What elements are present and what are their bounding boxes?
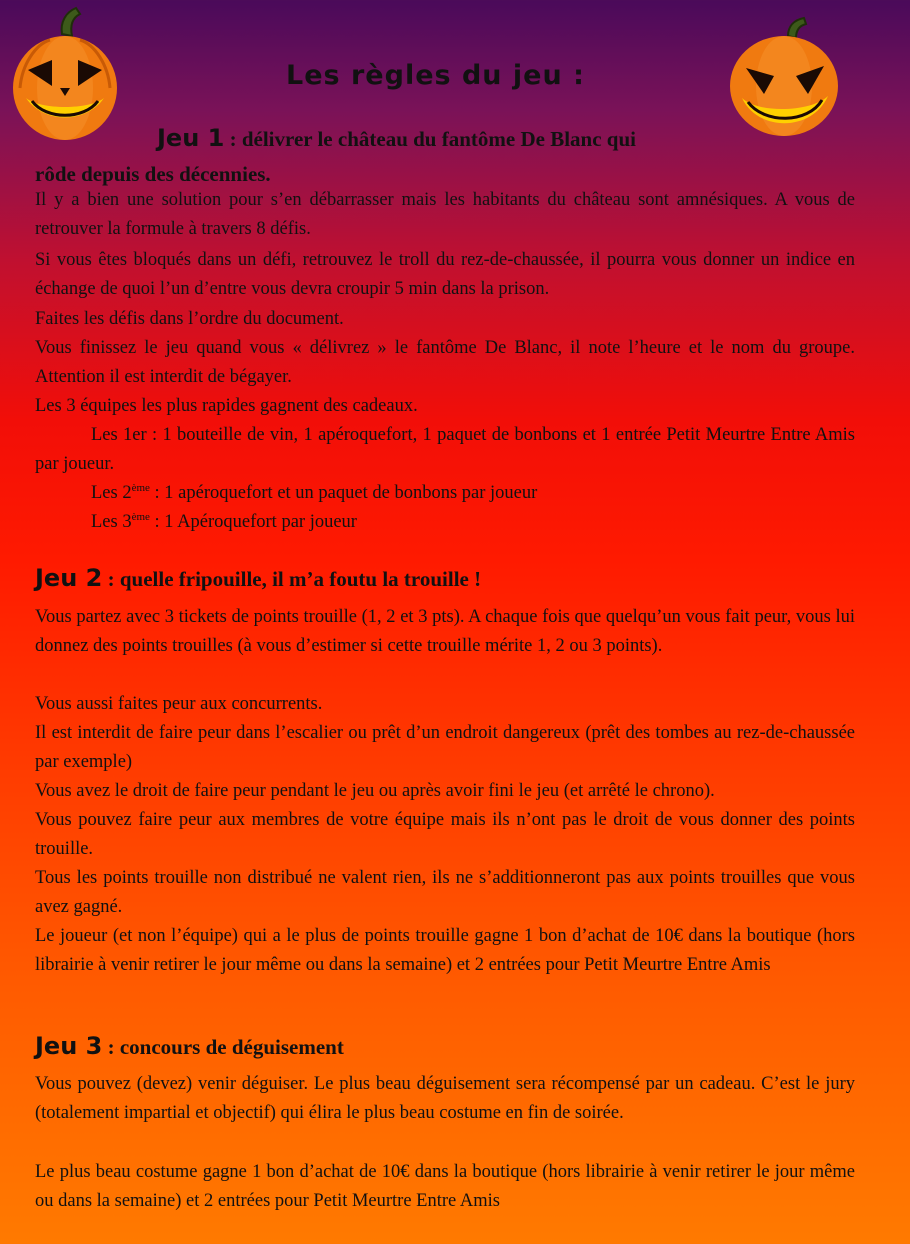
jeu1-paragraph: Les 3 équipes les plus rapides gagnent des cadeaux. (35, 396, 418, 416)
jeu2-paragraph: Vous pouvez faire peur aux membres de votre équipe mais ils n’ont pas le droit de vous donner des points trouille. (35, 810, 855, 859)
jeu1-paragraph: Si vous êtes bloqués dans un défi, retrouvez le troll du rez-de-chaussée, il pourra vous donner un indice en échange de quoi l’un d’entre vous devra croupir 5 min dans la prison. (35, 250, 855, 299)
jeu1-prize-third: Les 3ème : 1 Apéroquefort par joueur (91, 510, 357, 532)
jeu2-paragraph: Il est interdit de faire peur dans l’escalier ou prêt d’un endroit dangereux (prêt des tombes au rez-de-chaussée par exemple) (35, 723, 855, 772)
jeu3-heading-text: : concours de déguisement (102, 1035, 344, 1059)
page-title: Les règles du jeu : (286, 60, 585, 91)
jeu1-tag: Jeu 1 (157, 124, 225, 152)
jack-o-lantern-icon (10, 4, 120, 140)
jeu2-paragraph: Vous partez avec 3 tickets de points trouille (1, 2 et 3 pts). A chaque fois que quelqu’un vous fait peur, vous lui donnez des points trouilles (à vous d’estimer si cette trouille mérite 1, 2 ou 3 points). (35, 607, 855, 656)
jeu3-paragraph: Le plus beau costume gagne 1 bon d’achat de 10€ dans la boutique (hors librairie à venir retirer le jour même ou dans la semaine) et 2 entrées pour Petit Meurtre Entre Amis (35, 1162, 855, 1211)
jeu2-heading (35, 564, 855, 596)
jeu2-paragraph: Vous aussi faites peur aux concurrents. (35, 694, 323, 714)
jeu1-prize-second: Les 2ème : 1 apéroquefort et un paquet de bonbons par joueur (91, 481, 538, 503)
jeu3-tag: Jeu 3 (35, 1032, 103, 1060)
jeu1-paragraph: Faites les défis dans l’ordre du document. (35, 309, 344, 329)
jeu3-heading (35, 1032, 855, 1064)
jeu1-heading-text: : délivrer le château du fantôme De Blanc qui (224, 127, 636, 151)
jeu1-paragraph: Il y a bien une solution pour s’en débarrasser mais les habitants du château sont amnésiques. A vous de retrouver la formule à travers 8 défis. (35, 190, 855, 239)
jeu1-paragraph: Vous finissez le jeu quand vous « délivrez » le fantôme De Blanc, il note l’heure et le nom du groupe. Attention il est interdit de bégayer. (35, 338, 855, 387)
jeu1-prize-first: Les 1er : 1 bouteille de vin, 1 apéroquefort, 1 paquet de bonbons et 1 entrée Petit Meurtre Entre Amis par joueur. (35, 425, 855, 474)
jeu2-paragraph: Vous avez le droit de faire peur pendant le jeu ou après avoir fini le jeu (et arrêté le chrono). (35, 781, 715, 801)
jeu2-paragraph: Le joueur (et non l’équipe) qui a le plus de points trouille gagne 1 bon d’achat de 10€ dans la boutique (hors librairie à venir retirer le jour même ou dans la semaine) et 2 entrées pour Petit Meurtre Entre Amis (35, 926, 855, 975)
jeu2-paragraph: Tous les points trouille non distribué ne valent rien, ils ne s’additionneront pas aux points trouilles que vous avez gagné. (35, 868, 855, 917)
jack-o-lantern-icon (728, 14, 840, 138)
jeu1-heading (35, 124, 855, 156)
jeu1-heading-line2: rôde depuis des décennies. (35, 162, 271, 186)
jeu3-paragraph: Vous pouvez (devez) venir déguiser. Le plus beau déguisement sera récompensé par un cadeau. C’est le jury (totalement impartial et objectif) qui élira le plus beau costume en fin de soirée. (35, 1074, 855, 1123)
jeu2-tag: Jeu 2 (35, 564, 103, 592)
jeu2-heading-text: : quelle fripouille, il m’a foutu la trouille ! (102, 567, 482, 591)
